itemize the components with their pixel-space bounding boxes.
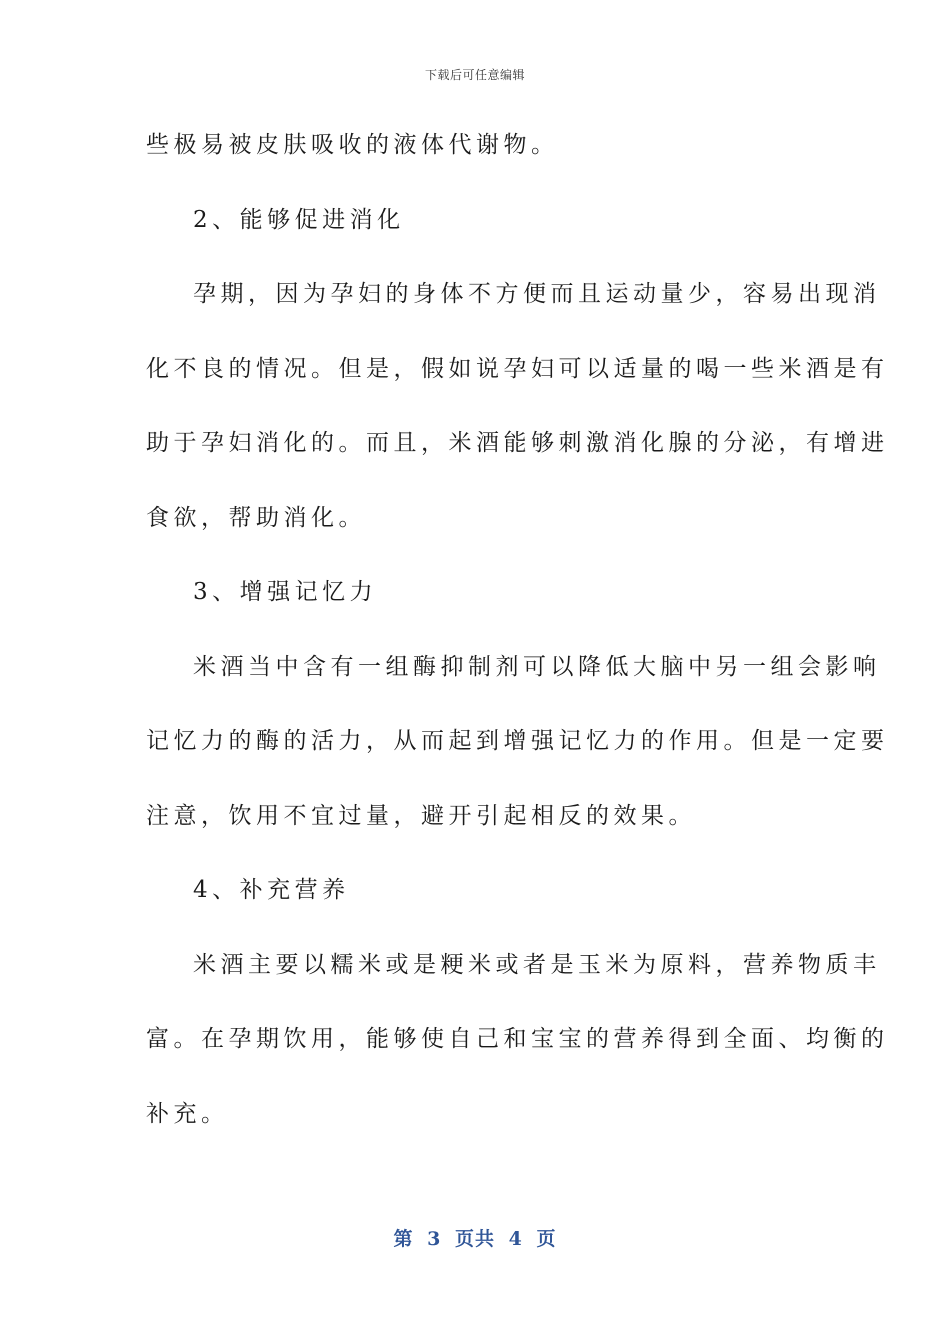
paragraph-line: 记忆力的酶的活力，从而起到增强记忆力的作用。但是一定要	[146, 728, 889, 754]
paragraph-line: 化不良的情况。但是，假如说孕妇可以适量的喝一些米酒是有	[146, 355, 889, 382]
document-body	[146, 108, 889, 1151]
page-number-footer: 第 3 页共 4 页	[393, 1228, 557, 1250]
section-heading: 3、增强记忆力	[193, 579, 378, 605]
paragraph-line: 富。在孕期饮用，能够使自己和宝宝的营养得到全面、均衡的	[146, 1026, 889, 1052]
section-heading: 2、能够促进消化	[193, 206, 405, 233]
section-heading: 4、补充营养	[193, 877, 350, 903]
paragraph-line: 补充。	[146, 1100, 229, 1127]
paragraph-line: 注意，饮用不宜过量，避开引起相反的效果。	[146, 802, 696, 829]
paragraph-line: 米酒当中含有一组酶抑制剂可以降低大脑中另一组会影响	[193, 653, 881, 680]
paragraph-line: 米酒主要以糯米或是粳米或者是玉米为原料，营养物质丰	[193, 951, 881, 978]
page-header: 下载后可任意编辑	[424, 68, 525, 82]
paragraph-line: 助于孕妇消化的。而且，米酒能够刺激消化腺的分泌，有增进	[146, 430, 889, 456]
text-line: 些极易被皮肤吸收的液体代谢物。	[146, 132, 559, 158]
paragraph-line: 孕期，因为孕妇的身体不方便而且运动量少，容易出现消	[193, 281, 881, 307]
paragraph-line: 食欲，帮助消化。	[146, 504, 366, 531]
